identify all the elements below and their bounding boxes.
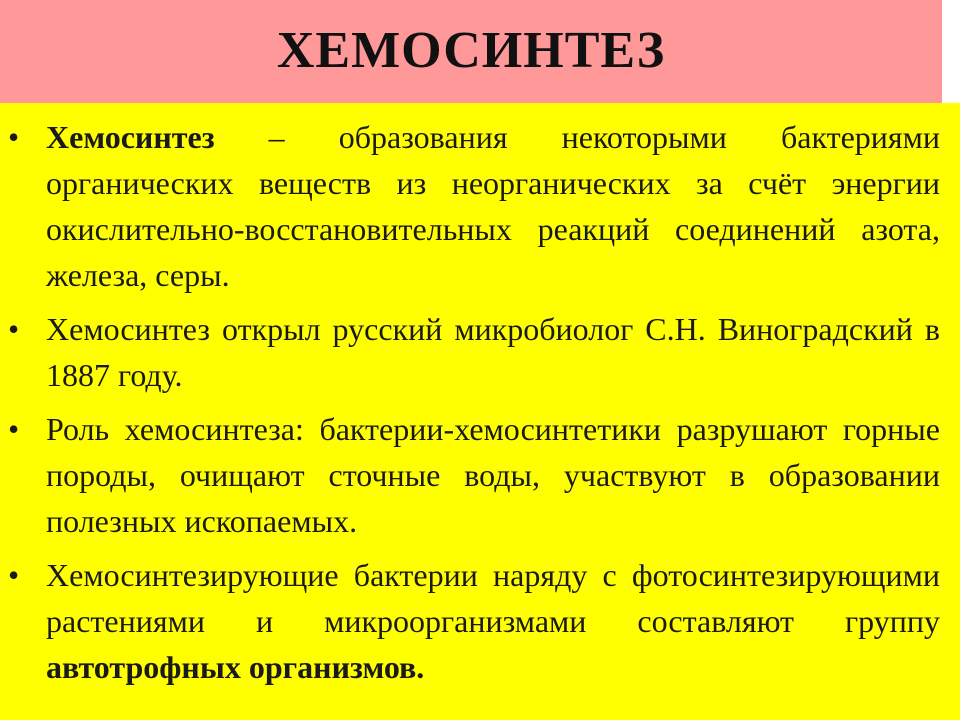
bullet-text: – образования некоторыми бактериями органических веществ из неорганических за счёт энергии окислительно-восстановительных реакций соединений азота, железа, серы.	[46, 119, 940, 293]
bullet-icon: •	[8, 119, 20, 155]
bullet-list	[0, 114, 940, 698]
slide-title: ХЕМОСИНТЕЗ	[276, 22, 666, 79]
bullet-item-role	[0, 406, 940, 544]
bullet-lead-term: Хемосинтез	[46, 119, 215, 155]
bullet-text: Хемосинтез открыл русский микробиолог С.Н. Виноградский в 1887 году.	[46, 311, 940, 393]
bullet-item-discovery	[0, 306, 940, 398]
bullet-text: Хемосинтезирующие бактерии наряду с фотосинтезирующими растениями и микроорганизмами составляют группу	[46, 557, 940, 639]
bullet-emphasis: автотрофных организмов.	[46, 649, 425, 685]
bullet-item-definition	[0, 114, 940, 298]
bullet-icon: •	[8, 411, 20, 447]
bullet-icon: •	[8, 311, 20, 347]
bullet-text: Роль хемосинтеза: бактерии-хемосинтетики разрушают горные породы, очищают сточные воды, участвуют в образовании полезных ископаемых.	[46, 411, 940, 539]
bullet-icon: •	[8, 557, 20, 593]
title-bar-edge	[942, 0, 960, 103]
bullet-item-autotrophs	[0, 552, 940, 690]
